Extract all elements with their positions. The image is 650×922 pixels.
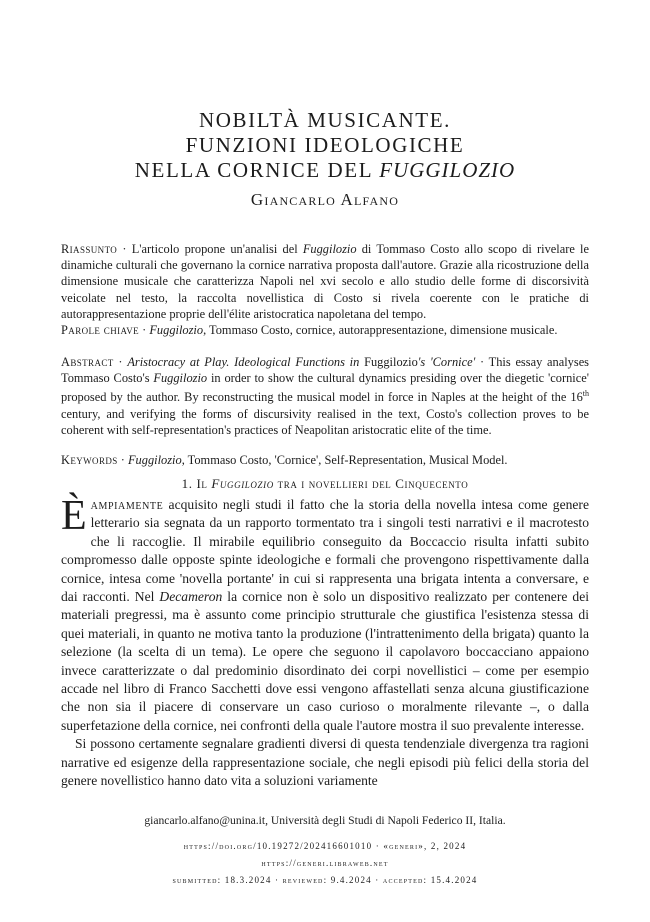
abstract-english: [61, 354, 589, 438]
abstract-en-title-italic-1: Aristocracy at Play. Ideological Functions in: [127, 355, 365, 369]
abstract-it-italic-1: Fuggilozio: [302, 242, 357, 256]
abstract-en-superscript: th: [582, 389, 589, 399]
abstract-en-title-roman: Fuggilozio: [364, 355, 418, 369]
section-post: tra i novellieri del Cinquecento: [273, 476, 469, 491]
doi-line: https://doi.org/10.19272/202416601010 · «generi», 2, 2024: [183, 841, 467, 851]
abstract-it-label: Riassunto: [61, 242, 118, 256]
keywords-it-text: , Tommaso Costo, cornice, autorappresentazione, dimensione musicale.: [203, 323, 558, 337]
abstract-en-text-1: · This essay analyses Tommaso Costo's: [61, 355, 590, 386]
body-text: [61, 493, 589, 791]
abstract-en-sep: ·: [113, 355, 128, 369]
body-p1-text-a: acquisito negli studi il fatto che la storia della novella intesa come genere letterario sia segnata da un rapporto tormentato tra i singoli testi narrativi e il macrotesto che li raccoglie. Il mirabile equilibrio conseguito da Boccaccio risulta infatti subito compromesso dalle opposte spinte ideologiche e formali che provengono rispettivamente dalla cornice, intesa come 'novella portante' in cui si rappresenta una brigata intenta a conversare, e dai racconti. Nel: [61, 497, 589, 605]
abstract-it-text-2: di Tommaso Costo allo scopo di rivelare le dinamiche culturali che governano la cornice narrativa proposta dall'autore. Grazie alla ricostruzione della dimensione musicale che caratterizza Napoli nel xvi secolo e allo studio delle forme di discorsività veicolate nel testo, la raccolta novellistica di Costo si rivela coerente con le pratiche di autorappresentazione proprie dell'élite aristocratica napoletana del tempo.: [61, 242, 589, 321]
drop-cap: È: [61, 493, 87, 539]
body-paragraph-1: [61, 493, 589, 735]
keywords-it-label: Parole chiave: [61, 323, 140, 337]
author-name: Giancarlo Alfano: [250, 190, 400, 209]
abstract-it-text-1: L'articolo propone un'analisi del: [131, 242, 303, 256]
keywords-en-label: Keywords: [61, 453, 118, 467]
abstract-en-label: Abstract: [61, 355, 114, 369]
keywords-italian: [61, 322, 589, 338]
journal-url: https://generi.libraweb.net: [261, 858, 389, 868]
title-line-3-italic: FUGGILOZIO: [379, 158, 516, 182]
section-heading: [0, 476, 650, 492]
abstract-italian: [61, 241, 589, 322]
section-pre: Il: [196, 476, 212, 491]
body-p1-italic: Decameron: [159, 589, 223, 605]
lead-small-caps: ampiamente: [90, 497, 164, 512]
keywords-english: [61, 452, 589, 468]
keywords-en-italic: Fuggilozio: [127, 453, 182, 467]
keywords-en-text: , Tommaso Costo, 'Cornice', Self-Representation, Musical Model.: [181, 453, 508, 467]
title-line-3-prefix: NELLA CORNICE DEL: [134, 158, 380, 182]
title-line-3: [0, 158, 650, 183]
abstract-en-italic-3: Fuggilozio: [153, 371, 208, 386]
keywords-it-sep: ·: [139, 323, 150, 337]
author-affiliation-footnote: giancarlo.alfano@unina.it, Università degli Studi di Napoli Federico II, Italia.: [144, 814, 506, 827]
article-title: [0, 108, 650, 183]
abstract-it-sep: ·: [117, 242, 132, 256]
abstract-en-title-italic-2: 's 'Cornice': [417, 355, 476, 369]
abstract-en-text-2: in order to show the cultural dynamics presiding over the diegetic 'cornice' proposed by the author. By reconstructing the musical model in force in Naples at the height of the 16: [61, 371, 589, 405]
abstract-en-text-3: century, and verifying the forms of discursivity realised in the text, Costo's collection proves to be coherent with self-representation's practices of Neapolitan aristocratic elite of the time.: [61, 406, 589, 437]
body-p1-text-b: la cornice non è solo un dispositivo realizzato per contenere dei materiali pregressi, ma è assunto come principio strutturale che giustifica l'esistenza stessa di quei materiali, in quanto ne motiva tanto la produzione (l'intrattenimento della brigata) quanto la selezione (la scelta di un tema). Le opere che seguono il capolavoro boccacciano appaiono invece caratterizzate o dal predominio disordinato dei corpi novellistici – come per esempio accade nel libro di Franco Sacchetti dove essi vengono affastellati senza alcuna giustificazione che non sia il piacere di conservare un caso curioso o moralmente rilevante –, o dalla superfetazione della cornice, nei confronti della quale l'autore mostra il suo prevalente interesse.: [61, 589, 589, 733]
keywords-it-italic: Fuggilozio: [149, 323, 204, 337]
keywords-en-sep: ·: [117, 453, 128, 467]
body-paragraph-2: Si possono certamente segnalare gradienti diversi di questa tendenziale divergenza tra ragioni narrative ed esigenze della rappresentazione sociale, che negli episodi più felici della storia del genere novellistico hanno dato vita a soluzioni variamente: [61, 736, 589, 789]
title-line-1: NOBILTÀ MUSICANTE.: [198, 108, 452, 132]
section-number: 1.: [181, 476, 197, 491]
section-italic: Fuggilozio: [211, 476, 274, 491]
title-line-2: FUNZIONI IDEOLOGICHE: [185, 133, 465, 157]
submission-dates: submitted: 18.3.2024 · reviewed: 9.4.2024 · accepted: 15.4.2024: [172, 875, 478, 885]
